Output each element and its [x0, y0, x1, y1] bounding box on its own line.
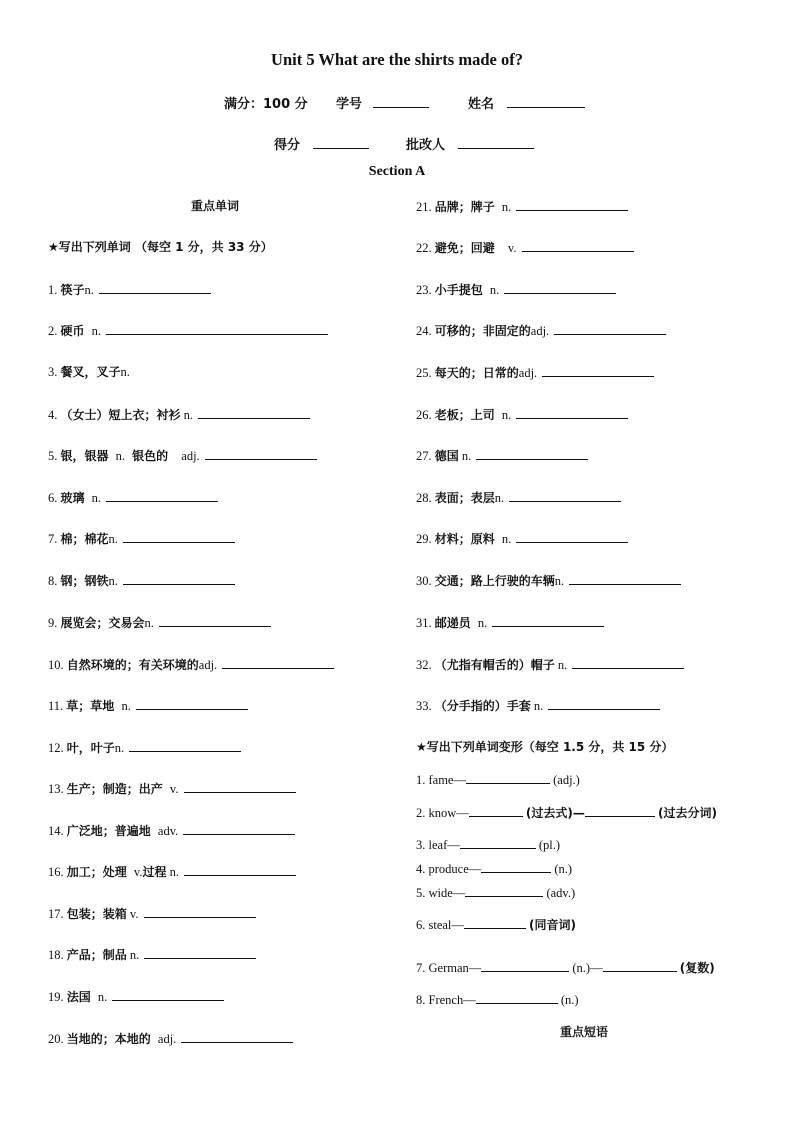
full-score-label: 满分：100 分 [224, 97, 308, 112]
vocab-item-5 [48, 447, 317, 464]
grader-blank[interactable] [458, 135, 534, 149]
vocab-item-23 [416, 281, 616, 298]
item-pos: adj. [157, 1032, 177, 1046]
item-chinese: 当地的；本地的 [66, 1032, 151, 1046]
variant-hint: (过去分词) [658, 806, 717, 820]
variant-hint: (adv.) [546, 886, 576, 900]
variant-prompt: 8. French— [416, 993, 476, 1007]
answer-blank[interactable] [106, 322, 328, 335]
task1-prefix: ★写出下列单词 [48, 240, 131, 254]
item-pos: v. [507, 241, 517, 255]
vocab-item-24 [416, 322, 666, 339]
variant-prompt: 3. leaf— [416, 838, 460, 852]
item-chinese: 广泛地；普遍地 [66, 824, 151, 838]
item-number: 2. [48, 324, 58, 338]
answer-blank[interactable] [465, 884, 543, 897]
item-chinese: 玻璃 [60, 491, 85, 505]
page-title: Unit 5 What are the shirts made of? [271, 50, 523, 69]
vocab-item-30 [416, 572, 681, 589]
answer-blank[interactable] [469, 804, 523, 817]
item-chinese: （女士）短上衣；衬衫 [60, 408, 181, 422]
item-chinese: （尤指有帽舌的）帽子 [434, 658, 555, 672]
item-pos: n. [120, 365, 130, 379]
item-chinese: 加工；处理 [66, 865, 127, 879]
variant-1 [416, 771, 580, 788]
item-pos: n. [114, 741, 125, 755]
vocab-item-12 [48, 739, 241, 756]
vocab-item-6 [48, 489, 218, 506]
item-number: 16. [48, 865, 64, 879]
name-label: 姓名 [468, 97, 495, 112]
answer-blank[interactable] [181, 1030, 293, 1043]
item-number: 1. [48, 283, 58, 297]
item-chinese: 老板；上司 [434, 408, 495, 422]
item-pos: adj. [530, 324, 550, 338]
item-pos: v. [133, 865, 143, 879]
item-pos: v. [129, 907, 139, 921]
item-number: 5. [48, 449, 58, 463]
answer-blank[interactable] [112, 988, 224, 1001]
variant-prompt: 1. fame— [416, 773, 466, 787]
answer-blank[interactable] [504, 281, 616, 294]
item-chinese: 材料；原料 [434, 532, 495, 546]
vocab-item-14 [48, 822, 295, 839]
vocab-item-11 [48, 697, 248, 714]
variant-hint: (复数) [679, 961, 715, 975]
item-number: 7. [48, 532, 58, 546]
grader-label: 批改人 [406, 138, 446, 153]
student-id-field[interactable] [336, 93, 429, 112]
vocab-item-3 [48, 364, 130, 380]
item-pos: n. [121, 699, 131, 713]
item-chinese: 自然环境的；有关环境的 [66, 658, 199, 672]
item-pos: v. [169, 782, 179, 796]
item-chinese: 避免；回避 [434, 241, 495, 255]
variant-hint-mid: (过去式)— [525, 806, 585, 820]
item-number: 23. [416, 283, 432, 297]
vocab-item-10 [48, 656, 334, 673]
task2-instruction [416, 738, 673, 755]
answer-blank[interactable] [542, 364, 654, 377]
answer-blank[interactable] [572, 656, 684, 669]
answer-blank[interactable] [99, 281, 211, 294]
item-number: 27. [416, 449, 432, 463]
item-number: 11. [48, 699, 64, 713]
variant-3 [416, 836, 560, 853]
item-pos: n. [183, 408, 194, 422]
answer-blank[interactable] [464, 916, 526, 929]
variant-hint-mid: (n.)— [572, 961, 603, 975]
vocab-item-9 [48, 614, 271, 631]
item-number: 28. [416, 491, 432, 505]
item-number: 4. [48, 408, 58, 422]
item-chinese: 表面；表层 [434, 491, 495, 505]
answer-blank[interactable] [159, 614, 271, 627]
task2-prefix: ★写出下列单词变形 [416, 740, 523, 754]
vocab-item-29 [416, 530, 628, 547]
item-number: 21. [416, 200, 432, 214]
item-chinese: 展览会；交易会 [60, 616, 145, 630]
item-pos: n. [557, 658, 568, 672]
variant-prompt: 6. steal— [416, 918, 464, 932]
vocab-item-26 [416, 406, 628, 423]
variant-prompt: 7. German— [416, 961, 482, 975]
score-blank[interactable] [313, 135, 369, 149]
score-label: 得分 [274, 138, 301, 153]
item-pos: n. [494, 491, 505, 505]
answer-blank[interactable] [205, 447, 317, 460]
vocab-item-16 [48, 863, 296, 880]
answer-blank[interactable] [554, 322, 666, 335]
item-number: 6. [48, 491, 58, 505]
vocab-item-22 [416, 239, 634, 256]
student-id-blank[interactable] [373, 94, 429, 108]
item-chinese: 交通；路上行驶的车辆 [434, 574, 555, 588]
answer-blank[interactable] [516, 198, 628, 211]
item-pos: n. [91, 491, 102, 505]
variant-6 [416, 916, 576, 933]
answer-blank[interactable] [481, 959, 569, 972]
phrase-heading: 重点短语 [560, 1025, 609, 1039]
item-chinese: （分手指的）手套 [434, 699, 531, 713]
answer-blank[interactable] [481, 860, 551, 873]
variant-hint: (n.) [554, 862, 573, 876]
answer-blank[interactable] [476, 991, 558, 1004]
task2-detail: （每空 1.5 分，共 15 分） [522, 740, 674, 754]
item-chinese: 产品；制品 [66, 948, 127, 962]
item-pos: n. [91, 324, 102, 338]
item-number: 25. [416, 366, 432, 380]
answer-blank[interactable] [522, 239, 634, 252]
answer-blank[interactable] [184, 780, 296, 793]
item-chinese: 可移的；非固定的 [434, 324, 531, 338]
item-chinese: 银，银器 [60, 449, 109, 463]
item-chinese: 棉；棉花 [60, 532, 109, 546]
item-pos-2: adj. [181, 449, 200, 463]
item-pos: n. [501, 532, 512, 546]
variant-hint: (同音词) [529, 918, 577, 932]
answer-blank-2[interactable] [585, 804, 655, 817]
item-number: 22. [416, 241, 432, 255]
variant-2 [416, 804, 717, 821]
item-pos: n. [84, 283, 94, 297]
variant-hint: (pl.) [538, 838, 561, 852]
vocab-item-1 [48, 281, 211, 298]
answer-blank[interactable] [509, 489, 621, 502]
grader-field[interactable] [406, 134, 534, 153]
answer-blank[interactable] [106, 489, 218, 502]
vocab-item-19 [48, 988, 224, 1005]
item-number: 14. [48, 824, 64, 838]
vocab-item-7 [48, 530, 235, 547]
item-chinese: 草；草地 [66, 699, 115, 713]
item-pos: adj. [518, 366, 538, 380]
item-chinese: 生产；制造；出产 [66, 782, 163, 796]
vocab-item-28 [416, 489, 621, 506]
item-chinese: 叶，叶子 [66, 741, 115, 755]
item-chinese: 邮递员 [434, 616, 471, 630]
answer-blank[interactable] [516, 530, 628, 543]
item-chinese: 餐叉，叉子 [60, 365, 121, 379]
item-pos: n. [108, 532, 118, 546]
item-number: 32. [416, 658, 432, 672]
task1-instruction [48, 238, 273, 255]
item-number: 8. [48, 574, 58, 588]
item-chinese: 包装；装箱 [66, 907, 127, 921]
item-chinese-2: 银色的 [132, 449, 169, 463]
item-pos: n. [489, 283, 500, 297]
answer-blank[interactable] [222, 656, 334, 669]
item-number: 31. [416, 616, 432, 630]
answer-blank[interactable] [184, 863, 296, 876]
vocab-item-31 [416, 614, 604, 631]
item-number: 20. [48, 1032, 64, 1046]
item-chinese: 每天的；日常的 [434, 366, 519, 380]
item-number: 12. [48, 741, 64, 755]
item-chinese: 法国 [66, 990, 91, 1004]
item-number: 17. [48, 907, 64, 921]
item-pos: n. [461, 449, 472, 463]
item-number: 19. [48, 990, 64, 1004]
item-number: 24. [416, 324, 432, 338]
item-pos: n. [129, 948, 140, 962]
answer-blank[interactable] [476, 447, 588, 460]
variant-prompt: 4. produce— [416, 862, 482, 876]
variant-prompt: 5. wide— [416, 886, 466, 900]
item-pos: n. [554, 574, 565, 588]
item-number: 13. [48, 782, 64, 796]
answer-blank-2[interactable] [603, 959, 677, 972]
answer-blank[interactable] [492, 614, 604, 627]
item-chinese: 小手提包 [434, 283, 483, 297]
item-pos: n. [501, 200, 512, 214]
item-pos: n. [501, 408, 512, 422]
item-chinese: 钢；钢铁 [60, 574, 109, 588]
item-chinese: 筷子 [60, 283, 85, 297]
item-number: 3. [48, 365, 58, 379]
vocab-item-20 [48, 1030, 293, 1047]
variant-prompt: 2. know— [416, 806, 469, 820]
item-pos: n. [108, 574, 118, 588]
vocab-item-2 [48, 322, 328, 339]
item-pos: adv. [157, 824, 179, 838]
item-pos: n. [115, 449, 126, 463]
answer-blank[interactable] [516, 406, 628, 419]
item-chinese: 德国 [434, 449, 459, 463]
name-field[interactable] [468, 93, 585, 112]
student-id-label: 学号 [336, 97, 363, 112]
variant-5 [416, 884, 575, 901]
vocab-item-33 [416, 697, 660, 714]
vocab-item-32 [416, 656, 684, 673]
score-field[interactable] [274, 134, 369, 153]
answer-blank[interactable] [466, 771, 550, 784]
variant-hint: (adj.) [553, 773, 580, 787]
variant-4 [416, 860, 572, 877]
item-number: 10. [48, 658, 64, 672]
item-chinese: 品牌；牌子 [434, 200, 495, 214]
answer-blank[interactable] [144, 905, 256, 918]
item-pos: n. [477, 616, 488, 630]
answer-blank[interactable] [123, 530, 235, 543]
variant-8 [416, 991, 579, 1008]
vocab-item-4 [48, 406, 310, 423]
item-pos: n. [144, 616, 154, 630]
vocab-item-27 [416, 447, 588, 464]
vocab-item-13 [48, 780, 296, 797]
item-number: 30. [416, 574, 432, 588]
variant-7 [416, 959, 715, 976]
answer-blank[interactable] [183, 822, 295, 835]
answer-blank[interactable] [548, 697, 660, 710]
item-chinese-2: 过程 [142, 865, 167, 879]
item-pos: n. [97, 990, 108, 1004]
vocab-item-25 [416, 364, 654, 381]
answer-blank[interactable] [144, 946, 256, 959]
section-heading: Section A [368, 164, 426, 179]
vocab-item-18 [48, 946, 256, 963]
vocab-item-21 [416, 198, 628, 215]
item-pos: adj. [198, 658, 218, 672]
name-blank[interactable] [507, 94, 585, 108]
item-chinese: 硬币 [60, 324, 85, 338]
item-number: 26. [416, 408, 432, 422]
answer-blank[interactable] [460, 836, 536, 849]
item-number: 18. [48, 948, 64, 962]
item-number: 9. [48, 616, 58, 630]
vocab-item-8 [48, 572, 235, 589]
answer-blank[interactable] [198, 406, 310, 419]
item-number: 33. [416, 699, 432, 713]
vocab-item-17 [48, 905, 256, 922]
answer-blank[interactable] [123, 572, 235, 585]
vocab-heading: 重点单词 [191, 199, 240, 213]
item-number: 29. [416, 532, 432, 546]
answer-blank[interactable] [569, 572, 681, 585]
answer-blank[interactable] [136, 697, 248, 710]
item-pos: n. [533, 699, 544, 713]
variant-hint: (n.) [560, 993, 579, 1007]
task1-detail: （每空 1 分，共 33 分） [134, 240, 273, 254]
item-pos-2: n. [169, 865, 179, 879]
answer-blank[interactable] [129, 739, 241, 752]
